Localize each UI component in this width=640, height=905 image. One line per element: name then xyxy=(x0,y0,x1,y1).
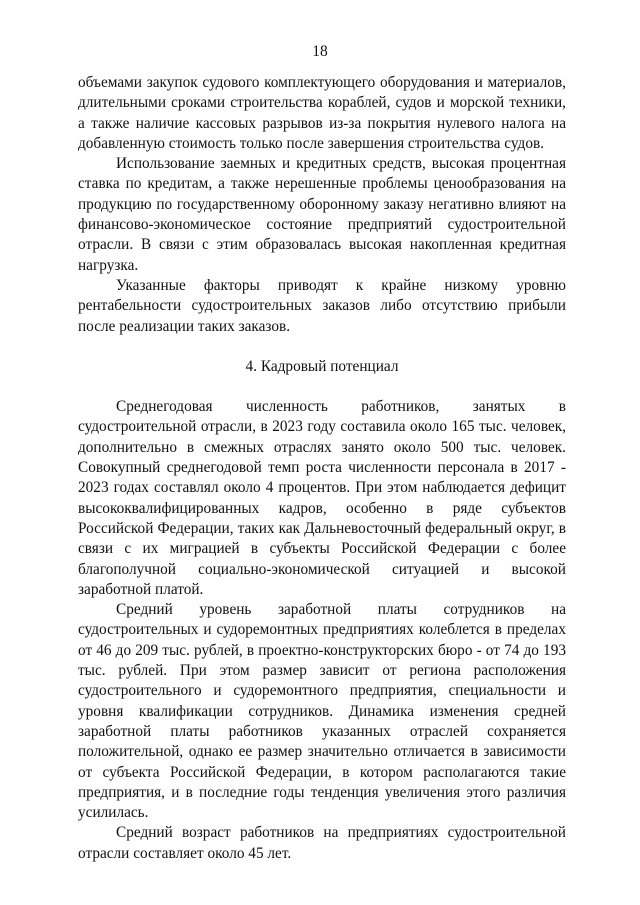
paragraph-average-age: Средний возраст работников на предприятиях судостроительной отрасли составляет около 45 лет. xyxy=(78,824,566,862)
paragraph-workforce: Среднегодовая численность работников, занятых в судостроительной отрасли, в 2023 году составила около 165 тыс. человек, дополнительно в смежных отраслях занято около 500 тыс. человек. Совокупный среднегодовой темп роста численности персонала в 2017 - 2023 годах составлял около 4 процентов. При этом наблюдается дефицит высококвалифицированных кадров, особенно в ряде субъектов Российской Федерации, таких как Дальневосточный федеральный округ, в связи с их миграцией в субъекты Российской Федерации с более благополучной социально-экономической ситуацией и высокой заработной платой. xyxy=(78,398,566,598)
document-body xyxy=(78,73,566,864)
page-number: 18 xyxy=(312,43,328,60)
paragraph-profitability: Указанные факторы приводят к крайне низкому уровню рентабельности судостроительных заказов либо отсутствию прибыли после реализации таких заказов. xyxy=(78,276,566,335)
section-heading: 4. Кадровый потенциал xyxy=(245,357,399,375)
paragraph-continuation: объемами закупок судового комплектующего оборудования и материалов, длительными сроками строительства кораблей, судов и морской техники, а также наличие кассовых разрывов из-за покрытия нулевого налога на добавленную стоимость только после завершения строительства судов. xyxy=(78,74,566,152)
paragraph-borrowed-funds: Использование заемных и кредитных средств, высокая процентная ставка по кредитам, а также нерешенные проблемы ценообразования на продукцию по государственному оборонному заказу негативно влияют на финансово-экономическое состояние предприятий судостроительной отрасли. В связи с этим образовалась высокая накопленная кредитная нагрузка. xyxy=(78,155,566,274)
paragraph-salary: Средний уровень заработной платы сотрудников на судостроительных и судоремонтных предприятиях колеблется в пределах от 46 до 209 тыс. рублей, в проектно-конструкторских бюро - от 74 до 193 тыс. рублей. При этом размер зависит от региона расположения судостроительного и судоремонтного предприятия, специальности и уровня квалификации сотрудников. Динамика изменения средней заработной платы работников указанных отраслей сохраняется положительной, однако ее размер значительно отличается в зависимости от субъекта Российской Федерации, в котором располагаются такие предприятия, и в последние годы тенденция увеличения этого различия усилилась. xyxy=(78,601,566,822)
